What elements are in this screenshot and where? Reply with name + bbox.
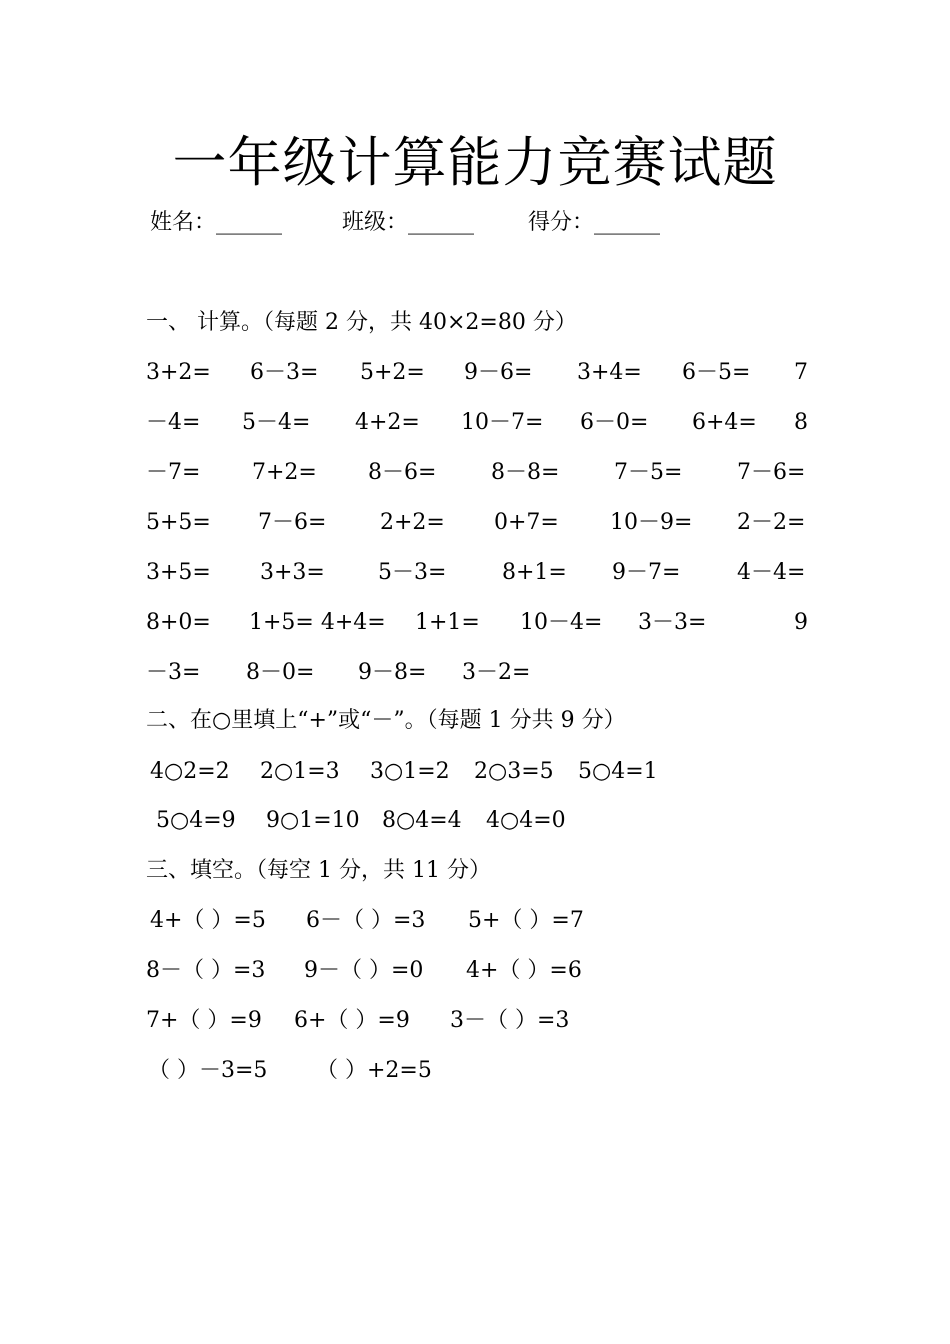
problem: 3+5= (146, 560, 211, 585)
problem: 7－6= (258, 510, 327, 535)
section-1-row (146, 506, 808, 540)
problem: 5+（ ）=7 (468, 908, 584, 933)
problem: 4○2=2 (150, 759, 230, 784)
problem: 8－0= (246, 660, 315, 685)
problem: 3+4= (577, 360, 642, 385)
problem: 3－2= (462, 660, 531, 685)
problem: 5+5= (146, 510, 211, 535)
problem: 1+1= (415, 610, 480, 635)
problem: 7+（ ）=9 (146, 1008, 262, 1033)
problem: 2○3=5 (474, 759, 554, 784)
problem: 9－（ ）=0 (304, 958, 424, 983)
problem: 5○4=1 (578, 759, 658, 784)
problem: 3+2= (146, 360, 211, 385)
section-3-heading: 三、填空。（每空 1 分，共 11 分） (146, 858, 491, 883)
problem: 7 (794, 360, 808, 385)
problem: 4+（ ）=6 (466, 958, 582, 983)
problem: 6－3= (250, 360, 319, 385)
problem: 4+（ ）=5 (150, 908, 266, 933)
section-1-row (146, 356, 808, 390)
problem: （ ）+2=5 (316, 1058, 432, 1083)
problem: 10－9= (610, 510, 693, 535)
section-3-row (146, 954, 808, 988)
problem: 5+2= (360, 360, 425, 385)
problem: 6+4= (692, 410, 757, 435)
problem: 9－8= (358, 660, 427, 685)
problem: 7－6= (737, 460, 806, 485)
problem: 5－3= (378, 560, 447, 585)
problem: 5－4= (242, 410, 311, 435)
problem: 9○1=10 (266, 808, 360, 833)
problem: 10－4= (520, 610, 603, 635)
problem: 8○4=4 (382, 808, 462, 833)
section-2-heading: 二、在○里填上“+”或“－”。（每题 1 分共 9 分） (146, 708, 626, 733)
problem: 6－5= (682, 360, 751, 385)
section-2-row (146, 755, 808, 789)
problem: －7= (146, 460, 201, 485)
problem: 6+（ ）=9 (294, 1008, 410, 1033)
problem: 2－2= (737, 510, 806, 535)
section-1-heading: 一、 计算。（每题 2 分，共 40×2=80 分） (146, 310, 577, 335)
problem: 8 (794, 410, 808, 435)
section-3-row (146, 1004, 808, 1038)
problem: 0+7= (494, 510, 559, 535)
section-1-row (146, 456, 808, 490)
section-1-row (146, 556, 808, 590)
problem: 5○4=9 (156, 808, 236, 833)
problem: 6－（ ）=3 (306, 908, 426, 933)
problem: 4○4=0 (486, 808, 566, 833)
name-field-label: 姓名：______ (150, 210, 283, 235)
problem: 3－（ ）=3 (450, 1008, 570, 1033)
problem: 3－3= (638, 610, 707, 635)
problem: （ ）－3=5 (148, 1058, 268, 1083)
problem: 8－6= (368, 460, 437, 485)
problem: 8+1= (502, 560, 567, 585)
problem: 8－（ ）=3 (146, 958, 266, 983)
problem: 2+2= (380, 510, 445, 535)
problem: 7－5= (614, 460, 683, 485)
problem: 9－7= (612, 560, 681, 585)
problem: 1+5= 4+4= (249, 610, 386, 635)
section-1-row (146, 606, 808, 640)
problem: 8+0= (146, 610, 211, 635)
section-3-row (146, 1054, 808, 1088)
problem: 7+2= (252, 460, 317, 485)
problem: 9 (794, 610, 808, 635)
section-3-row (146, 904, 808, 938)
section-2-row (146, 804, 808, 838)
problem: 4+2= (355, 410, 420, 435)
problem: －4= (146, 410, 201, 435)
score-field-label: 得分：______ (528, 210, 661, 235)
page-title: 一年级计算能力竞赛试题 (172, 131, 778, 194)
problem: 8－8= (491, 460, 560, 485)
problem: 3○1=2 (370, 759, 450, 784)
problem: 4－4= (737, 560, 806, 585)
section-1-row (146, 656, 808, 690)
class-field-label: 班级：______ (342, 210, 475, 235)
problem: 9－6= (464, 360, 533, 385)
section-1-row (146, 406, 808, 440)
problem: 6－0= (580, 410, 649, 435)
problem: 10－7= (461, 410, 544, 435)
problem: －3= (146, 660, 201, 685)
problem: 3+3= (260, 560, 325, 585)
problem: 2○1=3 (260, 759, 340, 784)
